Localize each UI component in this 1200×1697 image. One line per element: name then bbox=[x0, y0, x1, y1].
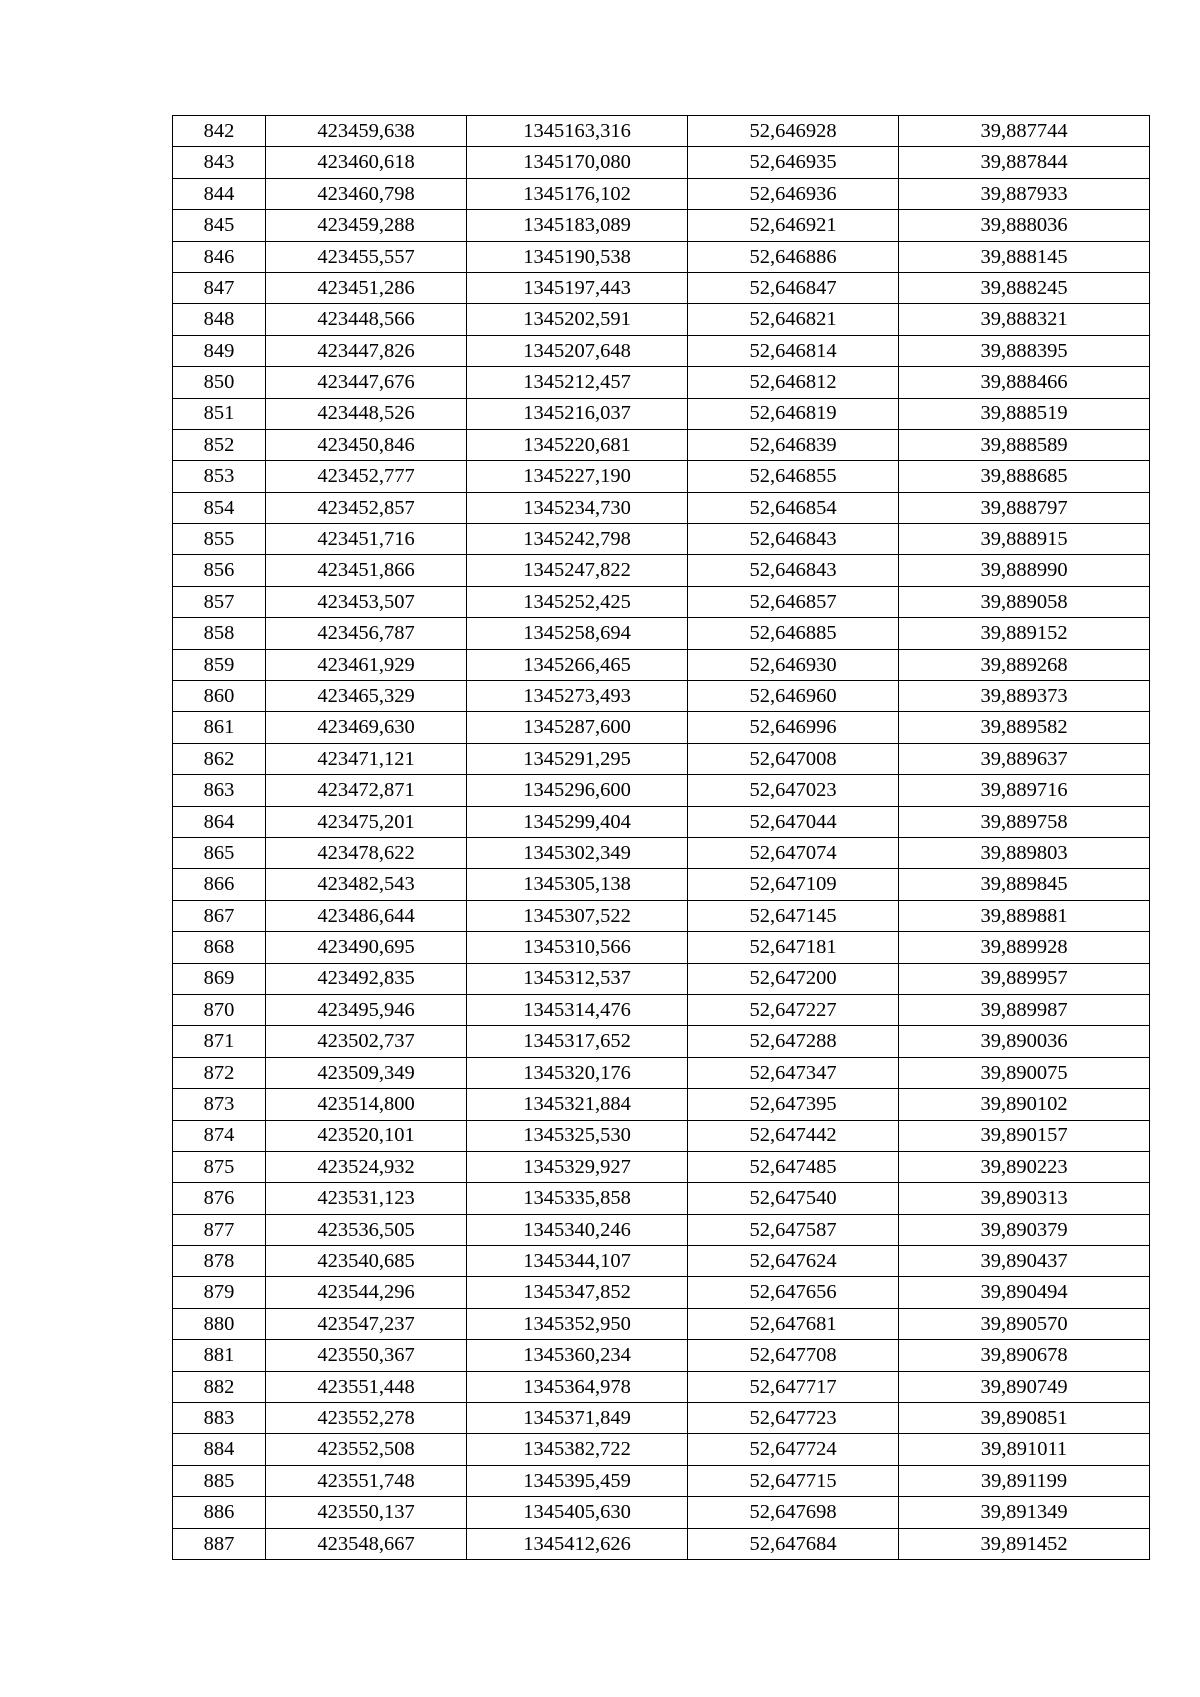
x-coordinate-cell: 423447,676 bbox=[266, 367, 467, 398]
y-coordinate-cell: 1345307,522 bbox=[467, 900, 688, 931]
longitude-cell: 39,888466 bbox=[899, 367, 1150, 398]
latitude-cell: 52,646960 bbox=[688, 681, 899, 712]
longitude-cell: 39,887933 bbox=[899, 178, 1150, 209]
point-number-cell: 843 bbox=[173, 147, 266, 178]
y-coordinate-cell: 1345287,600 bbox=[467, 712, 688, 743]
y-coordinate-cell: 1345344,107 bbox=[467, 1246, 688, 1277]
longitude-cell: 39,891199 bbox=[899, 1465, 1150, 1496]
point-number-cell: 873 bbox=[173, 1089, 266, 1120]
y-coordinate-cell: 1345227,190 bbox=[467, 461, 688, 492]
longitude-cell: 39,890075 bbox=[899, 1057, 1150, 1088]
x-coordinate-cell: 423460,618 bbox=[266, 147, 467, 178]
latitude-cell: 52,646839 bbox=[688, 429, 899, 460]
table-row bbox=[173, 806, 1150, 837]
longitude-cell: 39,890678 bbox=[899, 1340, 1150, 1371]
longitude-cell: 39,888036 bbox=[899, 210, 1150, 241]
table-row bbox=[173, 712, 1150, 743]
latitude-cell: 52,646843 bbox=[688, 555, 899, 586]
table-row bbox=[173, 367, 1150, 398]
latitude-cell: 52,647715 bbox=[688, 1465, 899, 1496]
x-coordinate-cell: 423536,505 bbox=[266, 1214, 467, 1245]
point-number-cell: 842 bbox=[173, 116, 266, 147]
y-coordinate-cell: 1345320,176 bbox=[467, 1057, 688, 1088]
point-number-cell: 872 bbox=[173, 1057, 266, 1088]
longitude-cell: 39,888519 bbox=[899, 398, 1150, 429]
table-row bbox=[173, 1434, 1150, 1465]
latitude-cell: 52,647708 bbox=[688, 1340, 899, 1371]
point-number-cell: 886 bbox=[173, 1497, 266, 1528]
latitude-cell: 52,647656 bbox=[688, 1277, 899, 1308]
point-number-cell: 867 bbox=[173, 900, 266, 931]
latitude-cell: 52,647442 bbox=[688, 1120, 899, 1151]
y-coordinate-cell: 1345176,102 bbox=[467, 178, 688, 209]
longitude-cell: 39,889582 bbox=[899, 712, 1150, 743]
y-coordinate-cell: 1345252,425 bbox=[467, 586, 688, 617]
y-coordinate-cell: 1345212,457 bbox=[467, 367, 688, 398]
latitude-cell: 52,647008 bbox=[688, 743, 899, 774]
table-row bbox=[173, 524, 1150, 555]
point-number-cell: 876 bbox=[173, 1183, 266, 1214]
latitude-cell: 52,647485 bbox=[688, 1151, 899, 1182]
x-coordinate-cell: 423448,566 bbox=[266, 304, 467, 335]
y-coordinate-cell: 1345302,349 bbox=[467, 837, 688, 868]
point-number-cell: 875 bbox=[173, 1151, 266, 1182]
table-row bbox=[173, 775, 1150, 806]
latitude-cell: 52,647698 bbox=[688, 1497, 899, 1528]
table-row bbox=[173, 1120, 1150, 1151]
longitude-cell: 39,888797 bbox=[899, 492, 1150, 523]
x-coordinate-cell: 423547,237 bbox=[266, 1308, 467, 1339]
point-number-cell: 844 bbox=[173, 178, 266, 209]
x-coordinate-cell: 423451,716 bbox=[266, 524, 467, 555]
x-coordinate-cell: 423475,201 bbox=[266, 806, 467, 837]
table-row bbox=[173, 994, 1150, 1025]
latitude-cell: 52,647044 bbox=[688, 806, 899, 837]
table-row bbox=[173, 1151, 1150, 1182]
table-row bbox=[173, 900, 1150, 931]
y-coordinate-cell: 1345234,730 bbox=[467, 492, 688, 523]
y-coordinate-cell: 1345371,849 bbox=[467, 1403, 688, 1434]
point-number-cell: 863 bbox=[173, 775, 266, 806]
point-number-cell: 865 bbox=[173, 837, 266, 868]
longitude-cell: 39,889881 bbox=[899, 900, 1150, 931]
latitude-cell: 52,646935 bbox=[688, 147, 899, 178]
latitude-cell: 52,646812 bbox=[688, 367, 899, 398]
y-coordinate-cell: 1345273,493 bbox=[467, 681, 688, 712]
latitude-cell: 52,647395 bbox=[688, 1089, 899, 1120]
table-row bbox=[173, 116, 1150, 147]
table-row bbox=[173, 837, 1150, 868]
y-coordinate-cell: 1345220,681 bbox=[467, 429, 688, 460]
point-number-cell: 874 bbox=[173, 1120, 266, 1151]
x-coordinate-cell: 423469,630 bbox=[266, 712, 467, 743]
latitude-cell: 52,647347 bbox=[688, 1057, 899, 1088]
x-coordinate-cell: 423509,349 bbox=[266, 1057, 467, 1088]
y-coordinate-cell: 1345216,037 bbox=[467, 398, 688, 429]
table-row bbox=[173, 1403, 1150, 1434]
y-coordinate-cell: 1345163,316 bbox=[467, 116, 688, 147]
longitude-cell: 39,889987 bbox=[899, 994, 1150, 1025]
y-coordinate-cell: 1345405,630 bbox=[467, 1497, 688, 1528]
longitude-cell: 39,890157 bbox=[899, 1120, 1150, 1151]
point-number-cell: 850 bbox=[173, 367, 266, 398]
table-row bbox=[173, 1089, 1150, 1120]
longitude-cell: 39,890223 bbox=[899, 1151, 1150, 1182]
table-row bbox=[173, 1183, 1150, 1214]
x-coordinate-cell: 423452,857 bbox=[266, 492, 467, 523]
x-coordinate-cell: 423502,737 bbox=[266, 1026, 467, 1057]
point-number-cell: 862 bbox=[173, 743, 266, 774]
longitude-cell: 39,889058 bbox=[899, 586, 1150, 617]
x-coordinate-cell: 423482,543 bbox=[266, 869, 467, 900]
latitude-cell: 52,646821 bbox=[688, 304, 899, 335]
y-coordinate-cell: 1345170,080 bbox=[467, 147, 688, 178]
latitude-cell: 52,646819 bbox=[688, 398, 899, 429]
y-coordinate-cell: 1345382,722 bbox=[467, 1434, 688, 1465]
longitude-cell: 39,887844 bbox=[899, 147, 1150, 178]
x-coordinate-cell: 423453,507 bbox=[266, 586, 467, 617]
y-coordinate-cell: 1345321,884 bbox=[467, 1089, 688, 1120]
table-row bbox=[173, 398, 1150, 429]
table-row bbox=[173, 1465, 1150, 1496]
latitude-cell: 52,646814 bbox=[688, 335, 899, 366]
point-number-cell: 851 bbox=[173, 398, 266, 429]
longitude-cell: 39,889373 bbox=[899, 681, 1150, 712]
x-coordinate-cell: 423450,846 bbox=[266, 429, 467, 460]
point-number-cell: 878 bbox=[173, 1246, 266, 1277]
table-row bbox=[173, 241, 1150, 272]
table-row bbox=[173, 869, 1150, 900]
table-row bbox=[173, 1528, 1150, 1559]
latitude-cell: 52,647681 bbox=[688, 1308, 899, 1339]
longitude-cell: 39,889928 bbox=[899, 932, 1150, 963]
table-row bbox=[173, 429, 1150, 460]
table-row bbox=[173, 649, 1150, 680]
point-number-cell: 871 bbox=[173, 1026, 266, 1057]
x-coordinate-cell: 423461,929 bbox=[266, 649, 467, 680]
longitude-cell: 39,887744 bbox=[899, 116, 1150, 147]
y-coordinate-cell: 1345258,694 bbox=[467, 618, 688, 649]
y-coordinate-cell: 1345207,648 bbox=[467, 335, 688, 366]
longitude-cell: 39,890102 bbox=[899, 1089, 1150, 1120]
point-number-cell: 887 bbox=[173, 1528, 266, 1559]
latitude-cell: 52,647624 bbox=[688, 1246, 899, 1277]
latitude-cell: 52,647200 bbox=[688, 963, 899, 994]
point-number-cell: 858 bbox=[173, 618, 266, 649]
y-coordinate-cell: 1345325,530 bbox=[467, 1120, 688, 1151]
latitude-cell: 52,647684 bbox=[688, 1528, 899, 1559]
latitude-cell: 52,646936 bbox=[688, 178, 899, 209]
point-number-cell: 869 bbox=[173, 963, 266, 994]
latitude-cell: 52,647717 bbox=[688, 1371, 899, 1402]
point-number-cell: 881 bbox=[173, 1340, 266, 1371]
table-row bbox=[173, 147, 1150, 178]
table-row bbox=[173, 932, 1150, 963]
latitude-cell: 52,647227 bbox=[688, 994, 899, 1025]
point-number-cell: 866 bbox=[173, 869, 266, 900]
table-row bbox=[173, 1026, 1150, 1057]
latitude-cell: 52,647724 bbox=[688, 1434, 899, 1465]
table-row bbox=[173, 1214, 1150, 1245]
y-coordinate-cell: 1345197,443 bbox=[467, 272, 688, 303]
y-coordinate-cell: 1345364,978 bbox=[467, 1371, 688, 1402]
x-coordinate-cell: 423471,121 bbox=[266, 743, 467, 774]
table-row bbox=[173, 618, 1150, 649]
y-coordinate-cell: 1345299,404 bbox=[467, 806, 688, 837]
latitude-cell: 52,647723 bbox=[688, 1403, 899, 1434]
point-number-cell: 855 bbox=[173, 524, 266, 555]
point-number-cell: 880 bbox=[173, 1308, 266, 1339]
y-coordinate-cell: 1345340,246 bbox=[467, 1214, 688, 1245]
coordinates-table bbox=[172, 115, 1150, 1560]
x-coordinate-cell: 423448,526 bbox=[266, 398, 467, 429]
y-coordinate-cell: 1345317,652 bbox=[467, 1026, 688, 1057]
x-coordinate-cell: 423548,667 bbox=[266, 1528, 467, 1559]
longitude-cell: 39,889758 bbox=[899, 806, 1150, 837]
longitude-cell: 39,889716 bbox=[899, 775, 1150, 806]
x-coordinate-cell: 423459,638 bbox=[266, 116, 467, 147]
point-number-cell: 860 bbox=[173, 681, 266, 712]
point-number-cell: 861 bbox=[173, 712, 266, 743]
x-coordinate-cell: 423459,288 bbox=[266, 210, 467, 241]
table-row bbox=[173, 1371, 1150, 1402]
latitude-cell: 52,646996 bbox=[688, 712, 899, 743]
y-coordinate-cell: 1345202,591 bbox=[467, 304, 688, 335]
x-coordinate-cell: 423550,367 bbox=[266, 1340, 467, 1371]
table-row bbox=[173, 555, 1150, 586]
y-coordinate-cell: 1345247,822 bbox=[467, 555, 688, 586]
x-coordinate-cell: 423552,508 bbox=[266, 1434, 467, 1465]
longitude-cell: 39,888589 bbox=[899, 429, 1150, 460]
x-coordinate-cell: 423551,748 bbox=[266, 1465, 467, 1496]
longitude-cell: 39,890313 bbox=[899, 1183, 1150, 1214]
latitude-cell: 52,647587 bbox=[688, 1214, 899, 1245]
table-row bbox=[173, 335, 1150, 366]
y-coordinate-cell: 1345183,089 bbox=[467, 210, 688, 241]
latitude-cell: 52,646886 bbox=[688, 241, 899, 272]
latitude-cell: 52,647109 bbox=[688, 869, 899, 900]
x-coordinate-cell: 423520,101 bbox=[266, 1120, 467, 1151]
table-row bbox=[173, 1246, 1150, 1277]
point-number-cell: 849 bbox=[173, 335, 266, 366]
y-coordinate-cell: 1345314,476 bbox=[467, 994, 688, 1025]
x-coordinate-cell: 423492,835 bbox=[266, 963, 467, 994]
point-number-cell: 885 bbox=[173, 1465, 266, 1496]
table-row bbox=[173, 1277, 1150, 1308]
table-row bbox=[173, 461, 1150, 492]
longitude-cell: 39,888915 bbox=[899, 524, 1150, 555]
point-number-cell: 846 bbox=[173, 241, 266, 272]
longitude-cell: 39,889152 bbox=[899, 618, 1150, 649]
longitude-cell: 39,890570 bbox=[899, 1308, 1150, 1339]
x-coordinate-cell: 423540,685 bbox=[266, 1246, 467, 1277]
y-coordinate-cell: 1345335,858 bbox=[467, 1183, 688, 1214]
longitude-cell: 39,890494 bbox=[899, 1277, 1150, 1308]
point-number-cell: 868 bbox=[173, 932, 266, 963]
y-coordinate-cell: 1345347,852 bbox=[467, 1277, 688, 1308]
x-coordinate-cell: 423472,871 bbox=[266, 775, 467, 806]
table-row bbox=[173, 304, 1150, 335]
point-number-cell: 845 bbox=[173, 210, 266, 241]
longitude-cell: 39,891011 bbox=[899, 1434, 1150, 1465]
table-row bbox=[173, 1308, 1150, 1339]
x-coordinate-cell: 423550,137 bbox=[266, 1497, 467, 1528]
longitude-cell: 39,890749 bbox=[899, 1371, 1150, 1402]
coordinates-table-body bbox=[173, 116, 1150, 1560]
point-number-cell: 870 bbox=[173, 994, 266, 1025]
point-number-cell: 884 bbox=[173, 1434, 266, 1465]
x-coordinate-cell: 423486,644 bbox=[266, 900, 467, 931]
latitude-cell: 52,646885 bbox=[688, 618, 899, 649]
latitude-cell: 52,647288 bbox=[688, 1026, 899, 1057]
longitude-cell: 39,889637 bbox=[899, 743, 1150, 774]
table-row bbox=[173, 210, 1150, 241]
longitude-cell: 39,889803 bbox=[899, 837, 1150, 868]
x-coordinate-cell: 423524,932 bbox=[266, 1151, 467, 1182]
y-coordinate-cell: 1345352,950 bbox=[467, 1308, 688, 1339]
point-number-cell: 856 bbox=[173, 555, 266, 586]
x-coordinate-cell: 423460,798 bbox=[266, 178, 467, 209]
x-coordinate-cell: 423455,557 bbox=[266, 241, 467, 272]
latitude-cell: 52,646921 bbox=[688, 210, 899, 241]
table-row bbox=[173, 178, 1150, 209]
longitude-cell: 39,889268 bbox=[899, 649, 1150, 680]
longitude-cell: 39,888321 bbox=[899, 304, 1150, 335]
x-coordinate-cell: 423531,123 bbox=[266, 1183, 467, 1214]
latitude-cell: 52,646847 bbox=[688, 272, 899, 303]
longitude-cell: 39,889957 bbox=[899, 963, 1150, 994]
y-coordinate-cell: 1345312,537 bbox=[467, 963, 688, 994]
x-coordinate-cell: 423465,329 bbox=[266, 681, 467, 712]
table-row bbox=[173, 492, 1150, 523]
longitude-cell: 39,888685 bbox=[899, 461, 1150, 492]
longitude-cell: 39,888990 bbox=[899, 555, 1150, 586]
latitude-cell: 52,646843 bbox=[688, 524, 899, 555]
table-row bbox=[173, 681, 1150, 712]
table-row bbox=[173, 586, 1150, 617]
latitude-cell: 52,647145 bbox=[688, 900, 899, 931]
y-coordinate-cell: 1345412,626 bbox=[467, 1528, 688, 1559]
y-coordinate-cell: 1345305,138 bbox=[467, 869, 688, 900]
longitude-cell: 39,890437 bbox=[899, 1246, 1150, 1277]
table-row bbox=[173, 963, 1150, 994]
latitude-cell: 52,646928 bbox=[688, 116, 899, 147]
table-row bbox=[173, 1057, 1150, 1088]
point-number-cell: 859 bbox=[173, 649, 266, 680]
point-number-cell: 854 bbox=[173, 492, 266, 523]
x-coordinate-cell: 423552,278 bbox=[266, 1403, 467, 1434]
x-coordinate-cell: 423514,800 bbox=[266, 1089, 467, 1120]
longitude-cell: 39,891349 bbox=[899, 1497, 1150, 1528]
point-number-cell: 857 bbox=[173, 586, 266, 617]
y-coordinate-cell: 1345266,465 bbox=[467, 649, 688, 680]
point-number-cell: 852 bbox=[173, 429, 266, 460]
point-number-cell: 883 bbox=[173, 1403, 266, 1434]
table-row bbox=[173, 1340, 1150, 1371]
table-row bbox=[173, 743, 1150, 774]
x-coordinate-cell: 423451,866 bbox=[266, 555, 467, 586]
latitude-cell: 52,647540 bbox=[688, 1183, 899, 1214]
x-coordinate-cell: 423544,296 bbox=[266, 1277, 467, 1308]
x-coordinate-cell: 423447,826 bbox=[266, 335, 467, 366]
longitude-cell: 39,889845 bbox=[899, 869, 1150, 900]
latitude-cell: 52,646857 bbox=[688, 586, 899, 617]
y-coordinate-cell: 1345329,927 bbox=[467, 1151, 688, 1182]
latitude-cell: 52,646930 bbox=[688, 649, 899, 680]
point-number-cell: 853 bbox=[173, 461, 266, 492]
y-coordinate-cell: 1345190,538 bbox=[467, 241, 688, 272]
point-number-cell: 879 bbox=[173, 1277, 266, 1308]
y-coordinate-cell: 1345296,600 bbox=[467, 775, 688, 806]
table-row bbox=[173, 272, 1150, 303]
point-number-cell: 864 bbox=[173, 806, 266, 837]
longitude-cell: 39,888245 bbox=[899, 272, 1150, 303]
latitude-cell: 52,647074 bbox=[688, 837, 899, 868]
point-number-cell: 847 bbox=[173, 272, 266, 303]
x-coordinate-cell: 423551,448 bbox=[266, 1371, 467, 1402]
x-coordinate-cell: 423478,622 bbox=[266, 837, 467, 868]
point-number-cell: 882 bbox=[173, 1371, 266, 1402]
longitude-cell: 39,891452 bbox=[899, 1528, 1150, 1559]
y-coordinate-cell: 1345310,566 bbox=[467, 932, 688, 963]
point-number-cell: 877 bbox=[173, 1214, 266, 1245]
latitude-cell: 52,646854 bbox=[688, 492, 899, 523]
latitude-cell: 52,647181 bbox=[688, 932, 899, 963]
y-coordinate-cell: 1345291,295 bbox=[467, 743, 688, 774]
x-coordinate-cell: 423490,695 bbox=[266, 932, 467, 963]
y-coordinate-cell: 1345242,798 bbox=[467, 524, 688, 555]
x-coordinate-cell: 423451,286 bbox=[266, 272, 467, 303]
x-coordinate-cell: 423456,787 bbox=[266, 618, 467, 649]
longitude-cell: 39,890851 bbox=[899, 1403, 1150, 1434]
y-coordinate-cell: 1345360,234 bbox=[467, 1340, 688, 1371]
x-coordinate-cell: 423495,946 bbox=[266, 994, 467, 1025]
point-number-cell: 848 bbox=[173, 304, 266, 335]
y-coordinate-cell: 1345395,459 bbox=[467, 1465, 688, 1496]
latitude-cell: 52,646855 bbox=[688, 461, 899, 492]
x-coordinate-cell: 423452,777 bbox=[266, 461, 467, 492]
table-row bbox=[173, 1497, 1150, 1528]
longitude-cell: 39,888145 bbox=[899, 241, 1150, 272]
longitude-cell: 39,890379 bbox=[899, 1214, 1150, 1245]
longitude-cell: 39,888395 bbox=[899, 335, 1150, 366]
longitude-cell: 39,890036 bbox=[899, 1026, 1150, 1057]
latitude-cell: 52,647023 bbox=[688, 775, 899, 806]
